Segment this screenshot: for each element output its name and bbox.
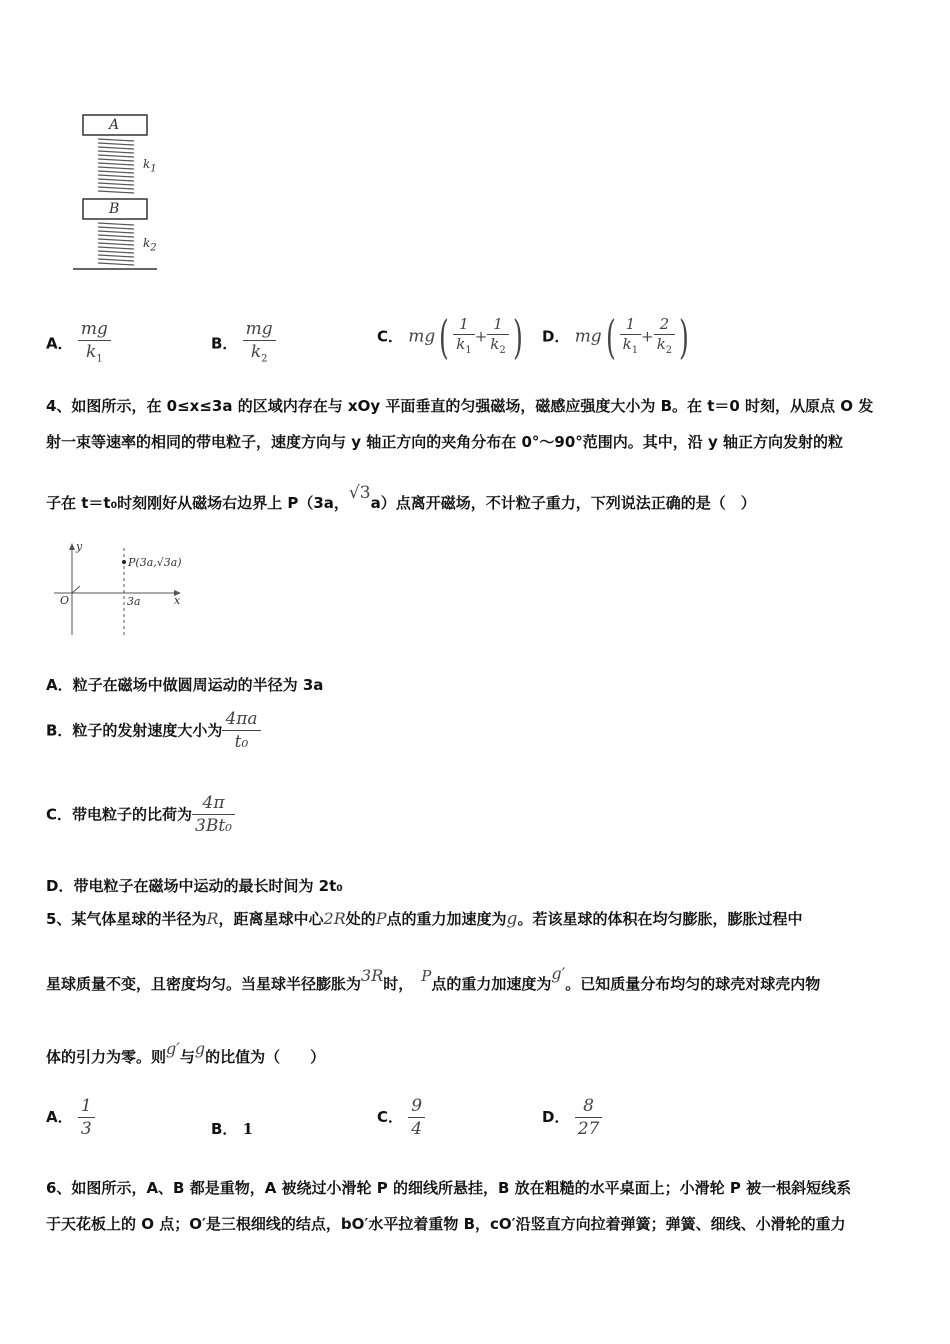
q3-option-a[interactable]: A． $\frac{mg}{k_1}$ (46, 318, 111, 370)
q6-line-2: 于天花板上的 O 点；O′是三根细线的结点，bO′水平拉着重物 B，cO′沿竖直方向拉着弹簧；弹簧、细线、小滑轮的重力 (46, 1215, 846, 1233)
q4-axes-figure (50, 540, 200, 640)
q3-option-c[interactable]: C． mg( $\frac{1}{k_1}$ + $\frac{1}{k_2}$ ) (377, 310, 523, 364)
q5-option-d[interactable]: D． $\frac{8}{27}$ (542, 1095, 602, 1140)
y-axis-label: y (76, 540, 83, 553)
fraction: $\frac{mg}{k_1}$ (78, 318, 111, 370)
q5-line-3: 体的引力为零。则g′与g的比值为（ ） (46, 1039, 326, 1066)
tick-label: 3a (127, 595, 141, 608)
q4-line-3: 子在 t＝t₀时刻刚好从磁场右边界上 P（3a，√3a）点离开磁场，不计粒子重力，下列说法正确的是（ ） (46, 483, 756, 512)
q5-option-b[interactable]: B． 1 (211, 1120, 254, 1138)
q4-line-2: 射一束等速率的相同的带电粒子，速度方向与 y 轴正方向的夹角分布在 0°～90°范围内。其中，沿 y 轴正方向发射的粒 (46, 433, 843, 451)
q6-line-1: 6、如图所示，A、B 都是重物，A 被绕过小滑轮 P 的细线所悬挂，B 放在粗糙的水平桌面上；小滑轮 P 被一根斜短线系 (46, 1179, 852, 1197)
block-a-label: A (109, 117, 120, 133)
x-axis-label: x (174, 594, 181, 607)
q5-line-2: 星球质量不变，且密度均匀。当星球半径膨胀为3R时， P点的重力加速度为g′。已知质量分布均匀的球壳对球壳内物 (46, 964, 821, 993)
q4-option-a[interactable]: A．粒子在磁场中做圆周运动的半径为 3a (46, 676, 324, 694)
q4-line-1: 4、如图所示，在 0≤x≤3a 的区域内存在与 xOy 平面垂直的匀强磁场，磁感应强度大小为 B。在 t＝0 时刻，从原点 O 发 (46, 397, 874, 415)
q5-line-1: 5、某气体星球的半径为R，距离星球中心2R处的P点的重力加速度为g。若该星球的体积在均匀膨胀，膨胀过程中 (46, 909, 803, 929)
fraction: $\frac{mg}{k_2}$ (243, 318, 276, 370)
q5-option-a[interactable]: A． $\frac{1}{3}$ (46, 1095, 95, 1140)
q5-option-c[interactable]: C． $\frac{9}{4}$ (377, 1095, 425, 1140)
origin-label: O (60, 594, 70, 607)
q3-option-b[interactable]: B． $\frac{mg}{k_2}$ (211, 318, 276, 370)
spring1-label: $k_1$ (143, 157, 157, 175)
q3-option-d[interactable]: D． mg( $\frac{1}{k_1}$ + $\frac{2}{k_2}$ ) (542, 310, 690, 364)
q4-option-b[interactable]: B．粒子的发射速度大小为 $\frac{4\pi a}{\text{t₀}}$ (46, 708, 261, 753)
point-p-label: P(3a,√3a) (128, 556, 182, 569)
q4-option-c[interactable]: C．带电粒子的比荷为 $\frac{4\pi}{\text{3Bt₀}}$ (46, 792, 235, 837)
q4-option-d[interactable]: D．带电粒子在磁场中运动的最长时间为 2t₀ (46, 877, 343, 895)
spring-figure (70, 110, 170, 275)
spring2-label: $k_2$ (143, 236, 157, 254)
block-b-label: B (109, 201, 120, 217)
